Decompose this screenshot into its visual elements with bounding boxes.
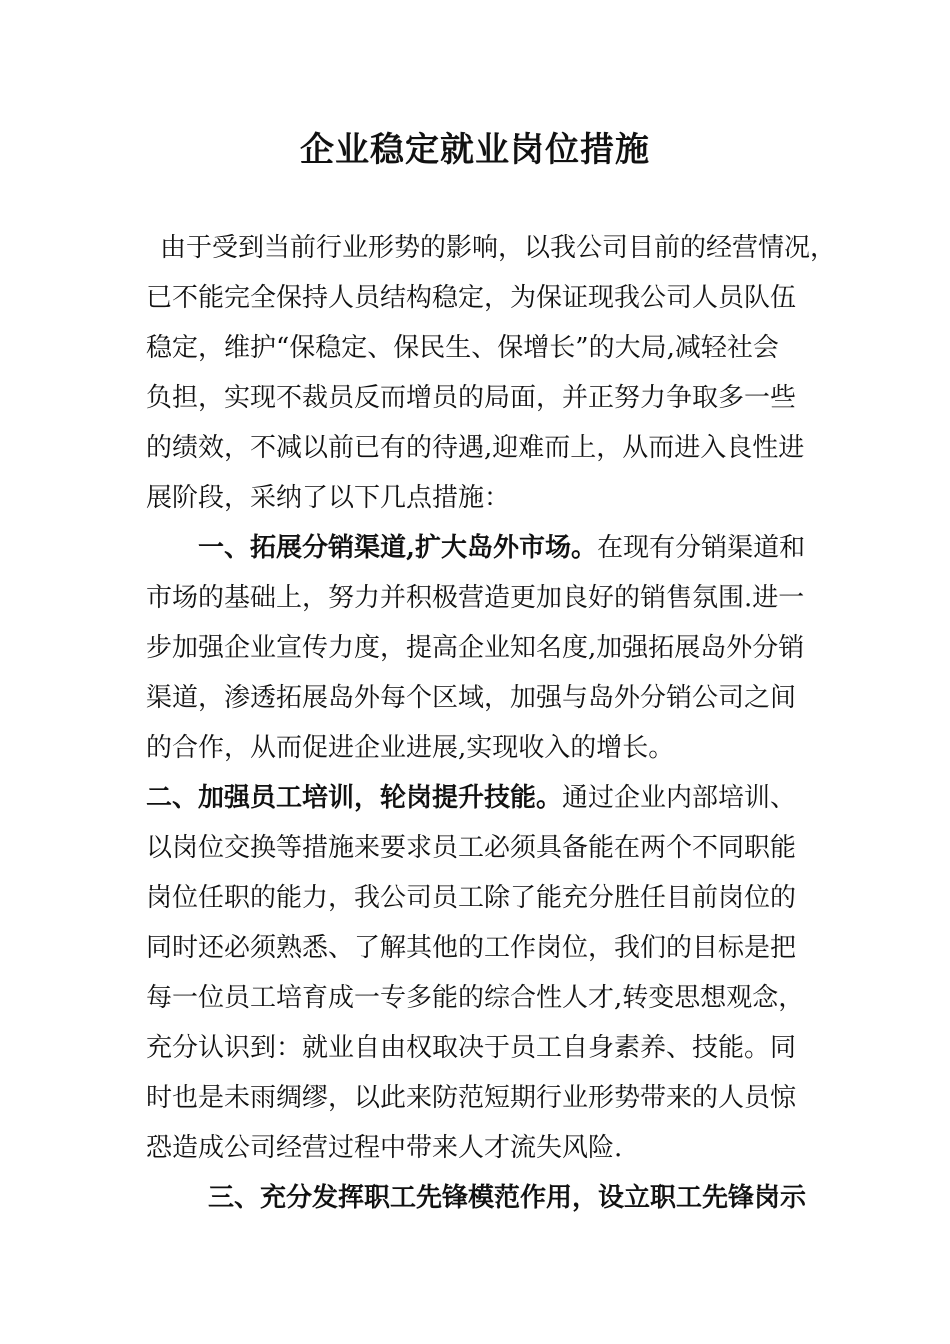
intro-line: 已不能完全保持人员结构稳定，为保证现我公司人员队伍	[146, 283, 797, 313]
section-1-line: 渠道，渗透拓展岛外每个区域，加强与岛外分销公司之间	[146, 683, 797, 713]
section-2-line: 充分认识到：就业自由权取决于员工自身素养、技能。同	[146, 1033, 797, 1063]
section-2-line: 以岗位交换等措施来要求员工必须具备能在两个不同职能	[146, 833, 797, 863]
intro-line: 的绩效，不减以前已有的待遇,迎难而上，从而进入良性进	[146, 433, 805, 463]
document-title: 企业稳定就业岗位措施	[300, 130, 650, 170]
section-2-line: 每一位员工培育成一专多能的综合性人才,转变思想观念，	[146, 983, 805, 1013]
section-2-text: 通过企业内部培训、	[562, 783, 797, 813]
section-1-line: 市场的基础上，努力并积极营造更加良好的销售氛围.进一	[146, 583, 805, 613]
section-1-text: 在现有分销渠道和	[597, 533, 806, 563]
section-3-heading: 三、充分发挥职工先锋模范作用，设立职工先锋岗示	[208, 1183, 807, 1213]
intro-line: 负担，实现不裁员反而增员的局面，并正努力争取多一些	[146, 383, 797, 413]
section-2-line: 同时还必须熟悉、了解其他的工作岗位，我们的目标是把	[146, 933, 797, 963]
section-2-heading: 二、加强员工培训，轮岗提升技能。	[146, 783, 563, 813]
section-1-line: 的合作，从而促进企业进展,实现收入的增长。	[146, 733, 675, 763]
section-1-line: 步加强企业宣传力度，提高企业知名度,加强拓展岛外分销	[146, 633, 805, 663]
section-2-first-line	[146, 778, 796, 818]
intro-line: 展阶段，采纳了以下几点措施：	[146, 483, 511, 513]
section-2-line: 恐造成公司经营过程中带来人才流失风险.	[146, 1133, 623, 1163]
intro-line: 稳定，维护“保稳定、保民生、保增长”的大局,减轻社会	[146, 333, 779, 363]
section-1-heading: 一、拓展分销渠道,扩大岛外市场。	[198, 533, 598, 563]
intro-line: 由于受到当前行业形势的影响，以我公司目前的经营情况，	[160, 233, 837, 263]
section-2-line: 岗位任职的能力，我公司员工除了能充分胜任目前岗位的	[146, 883, 797, 913]
section-1-first-line	[198, 528, 805, 568]
section-2-line: 时也是未雨绸缪，以此来防范短期行业形势带来的人员惊	[146, 1083, 797, 1113]
